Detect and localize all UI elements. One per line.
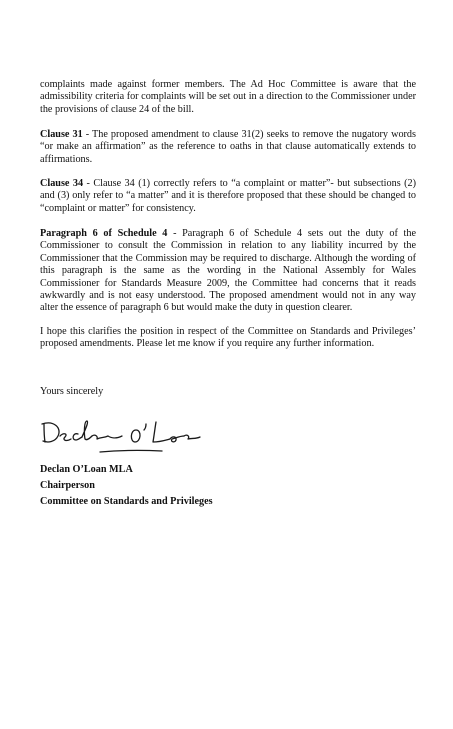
schedule-4-text: - Paragraph 6 of Schedule 4 sets out the duty of the Commissioner to consult the Commission in relation to any liability incurred by the Commissioner that the Commission may be required to discharge. Although the wording of this paragraph is the same as the wording in the National Assembly for Wales Commissioner for Standards Measure 2009, the Committee had concerns that it reads awkwardly and is not easy understood. The proposed amendment would not in any way alter the essence of paragraph 6 but would make the duty in question clearer. [40, 228, 416, 314]
valediction: Yours sincerely [40, 386, 104, 397]
schedule-4-heading: Paragraph 6 of Schedule 4 [40, 228, 168, 239]
schedule-4-paragraph [40, 228, 416, 315]
signatory-name: Declan O’Loan MLA [40, 464, 133, 475]
signatory-role: Chairperson [40, 479, 95, 491]
continuation-paragraph: complaints made against former members. The Ad Hoc Committee is aware that the admissibility criteria for complaints will be set out in a direction to the Commissioner under the provisions of clause 24 of the bill. [40, 79, 416, 115]
signature-block [40, 462, 213, 509]
clause-34-paragraph [40, 178, 416, 215]
closing-paragraph: I hope this clarifies the position in respect of the Committee on Standards and Privileges’ proposed amendments. Please let me know if you require any further information. [40, 326, 416, 350]
handwritten-signature [38, 412, 208, 456]
signatory-committee: Committee on Standards and Privileges [40, 495, 213, 507]
clause-31-paragraph [40, 129, 416, 166]
clause-31-heading: Clause 31 [40, 129, 83, 140]
clause-31-text: - The proposed amendment to clause 31(2) seeks to remove the nugatory words “or make an affirmation” as the reference to oaths in that clause automatically extends to affirmations. [40, 129, 416, 165]
clause-34-heading: Clause 34 [40, 178, 84, 189]
clause-34-text: - Clause 34 (1) correctly refers to “a complaint or matter”- but subsections (2) and (3) only refer to “a matter” and it is therefore proposed that these should be changed to “complaint or matter” for consistency. [40, 178, 416, 214]
